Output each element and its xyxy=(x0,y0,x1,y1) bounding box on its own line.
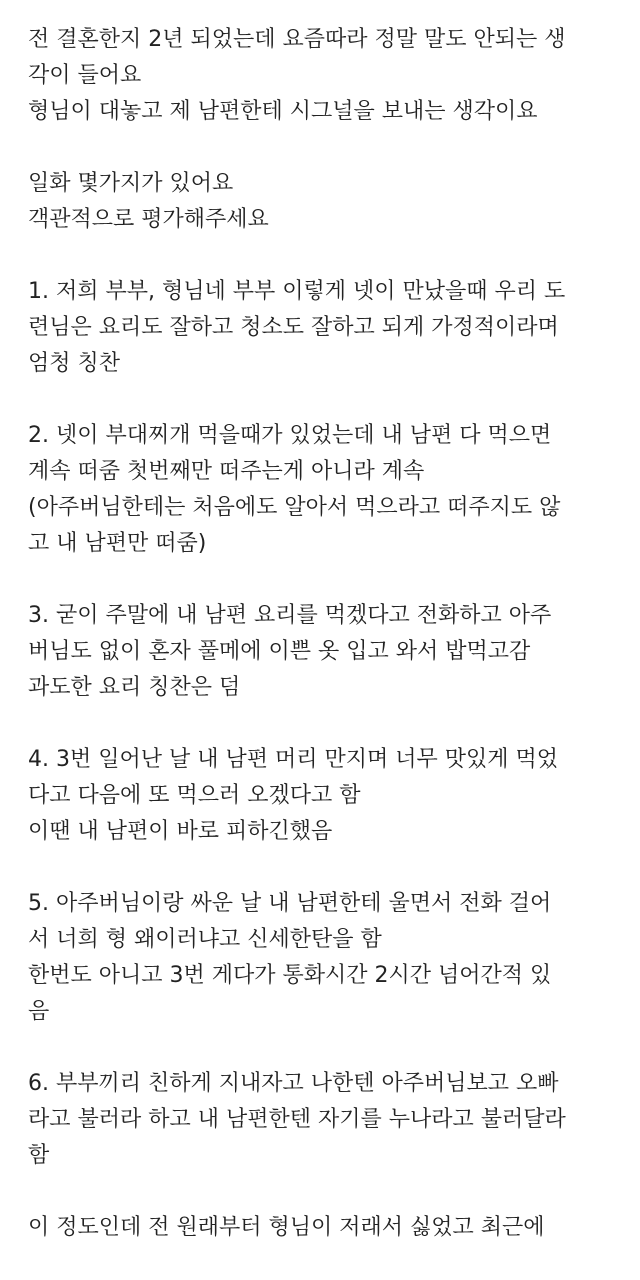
text-line: 다고 다음에 또 먹으러 오겠다고 함 xyxy=(28,783,361,808)
text-line: 계속 떠줌 첫번째만 떠주는게 아니라 계속 xyxy=(28,459,425,484)
text-line: 서 너희 형 왜이러냐고 신세한탄을 함 xyxy=(28,927,382,952)
text-line: 전 결혼한지 2년 되었는데 요즘따라 정말 말도 안되는 생 xyxy=(28,27,566,52)
text-line: 고 내 남편만 떠줌) xyxy=(28,531,207,556)
text-line: 과도한 요리 칭찬은 덤 xyxy=(28,675,241,700)
text-line: 이 정도인데 전 원래부터 형님이 저래서 싫었고 최근에 xyxy=(28,1215,545,1240)
text-line: 3. 굳이 주말에 내 남편 요리를 먹겠다고 전화하고 아주 xyxy=(28,603,552,628)
paragraph-gap xyxy=(28,238,628,274)
text-line: 2. 넷이 부대찌개 먹을때가 있었는데 내 남편 다 먹으면 xyxy=(28,423,552,448)
text-line: 이땐 내 남편이 바로 피하긴했음 xyxy=(28,819,333,844)
paragraph-gap xyxy=(28,850,628,886)
text-line: 일화 몇가지가 있어요 xyxy=(28,171,234,196)
text-line: 4. 3번 일어난 날 내 남편 머리 만지며 너무 맛있게 먹었 xyxy=(28,747,558,772)
text-line: 라고 불러라 하고 내 남편한텐 자기를 누나라고 불러달라 xyxy=(28,1107,566,1132)
text-line: 버님도 없이 혼자 풀메에 이쁜 옷 입고 와서 밥먹고감 xyxy=(28,639,531,664)
text-line: 형님이 대놓고 제 남편한테 시그널을 보내는 생각이요 xyxy=(28,99,538,124)
paragraph-gap xyxy=(28,130,628,166)
text-line: 객관적으로 평가해주세요 xyxy=(28,207,269,232)
post-body xyxy=(28,22,628,1246)
text-line: 6. 부부끼리 친하게 지내자고 나한텐 아주버님보고 오빠 xyxy=(28,1071,559,1096)
text-line: 각이 들어요 xyxy=(28,63,142,88)
text-line: 함 xyxy=(28,1143,50,1168)
paragraph-gap xyxy=(28,706,628,742)
text-line: 음 xyxy=(28,999,50,1024)
paragraph-gap xyxy=(28,562,628,598)
text-line: 5. 아주버님이랑 싸운 날 내 남편한테 울면서 전화 걸어 xyxy=(28,891,552,916)
text-line: 한번도 아니고 3번 게다가 통화시간 2시간 넘어간적 있 xyxy=(28,963,552,988)
text-line: 엄청 칭찬 xyxy=(28,351,121,376)
text-line: (아주버님한테는 처음에도 알아서 먹으라고 떠주지도 않 xyxy=(28,495,561,520)
paragraph-gap xyxy=(28,1174,628,1210)
text-line: 련님은 요리도 잘하고 청소도 잘하고 되게 가정적이라며 xyxy=(28,315,559,340)
paragraph-gap xyxy=(28,382,628,418)
paragraph-gap xyxy=(28,1030,628,1066)
text-line: 1. 저희 부부, 형님네 부부 이렇게 넷이 만났을때 우리 도 xyxy=(28,279,566,304)
